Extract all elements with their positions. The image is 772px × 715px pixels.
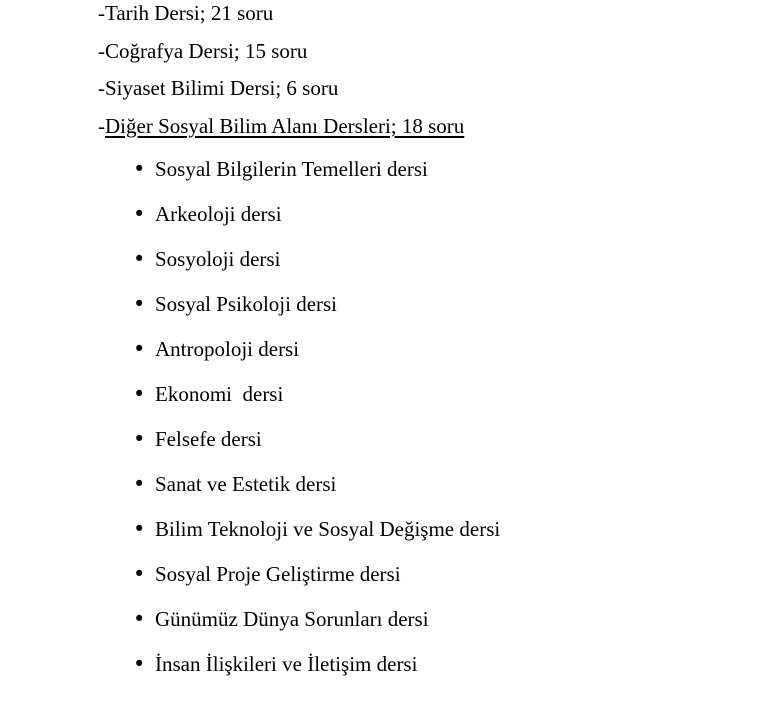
- course-count-text: Siyaset Bilimi Dersi; 6 soru: [105, 76, 339, 100]
- bullet-icon: •: [133, 157, 146, 181]
- course-name: Sosyal Bilgilerin Temelleri dersi: [155, 157, 428, 181]
- course-list-item: [133, 327, 500, 372]
- bullet-icon: •: [133, 292, 146, 316]
- bullet-icon: •: [133, 202, 146, 226]
- hyphen-dash: -: [98, 38, 105, 63]
- course-count-line: [98, 70, 464, 108]
- bullet-icon: •: [133, 382, 146, 406]
- course-list-item: [133, 417, 500, 462]
- course-list-item: [133, 192, 500, 237]
- bullet-icon: •: [133, 517, 146, 541]
- other-courses-heading: [98, 108, 464, 146]
- course-name: Sosyoloji dersi: [155, 247, 281, 271]
- course-name: İnsan İlişkileri ve İletişim dersi: [155, 652, 418, 676]
- course-list-item: [133, 552, 500, 597]
- hyphen-dash: -: [98, 1, 105, 25]
- course-count-line: [98, 33, 464, 71]
- hyphen-dash: -: [98, 113, 105, 138]
- bullet-icon: •: [133, 562, 146, 586]
- course-name: Sosyal Proje Geliştirme dersi: [155, 562, 401, 586]
- course-list: [133, 147, 500, 687]
- course-list-item: [133, 147, 500, 192]
- bullet-icon: •: [133, 337, 146, 361]
- bullet-icon: •: [133, 427, 146, 451]
- course-name: Arkeoloji dersi: [155, 202, 282, 226]
- course-list-item: [133, 282, 500, 327]
- bullet-icon: •: [133, 652, 146, 676]
- course-name: Bilim Teknoloji ve Sosyal Değişme dersi: [155, 517, 501, 541]
- course-name: Günümüz Dünya Sorunları dersi: [155, 607, 429, 631]
- bullet-icon: •: [133, 247, 146, 271]
- course-count-line: [98, 0, 464, 33]
- course-name: Sosyal Psikoloji dersi: [155, 292, 338, 316]
- course-list-item: [133, 372, 500, 417]
- other-courses-heading-text: Diğer Sosyal Bilim Alanı Dersleri; 18 soru: [105, 113, 465, 138]
- course-name: Ekonomi dersi: [155, 382, 284, 406]
- course-count-text: Coğrafya Dersi; 15 soru: [105, 38, 308, 63]
- bullet-icon: •: [133, 607, 146, 631]
- course-name: Felsefe dersi: [155, 427, 262, 451]
- course-list-item: [133, 642, 500, 687]
- hyphen-dash: -: [98, 76, 105, 100]
- course-count-section: [98, 0, 464, 145]
- bullet-icon: •: [133, 472, 146, 496]
- course-list-item: [133, 237, 500, 282]
- course-count-text: Tarih Dersi; 21 soru: [105, 1, 274, 25]
- course-name: Sanat ve Estetik dersi: [155, 472, 337, 496]
- course-list-item: [133, 462, 500, 507]
- course-name: Antropoloji dersi: [155, 337, 300, 361]
- course-list-item: [133, 597, 500, 642]
- course-list-item: [133, 507, 500, 552]
